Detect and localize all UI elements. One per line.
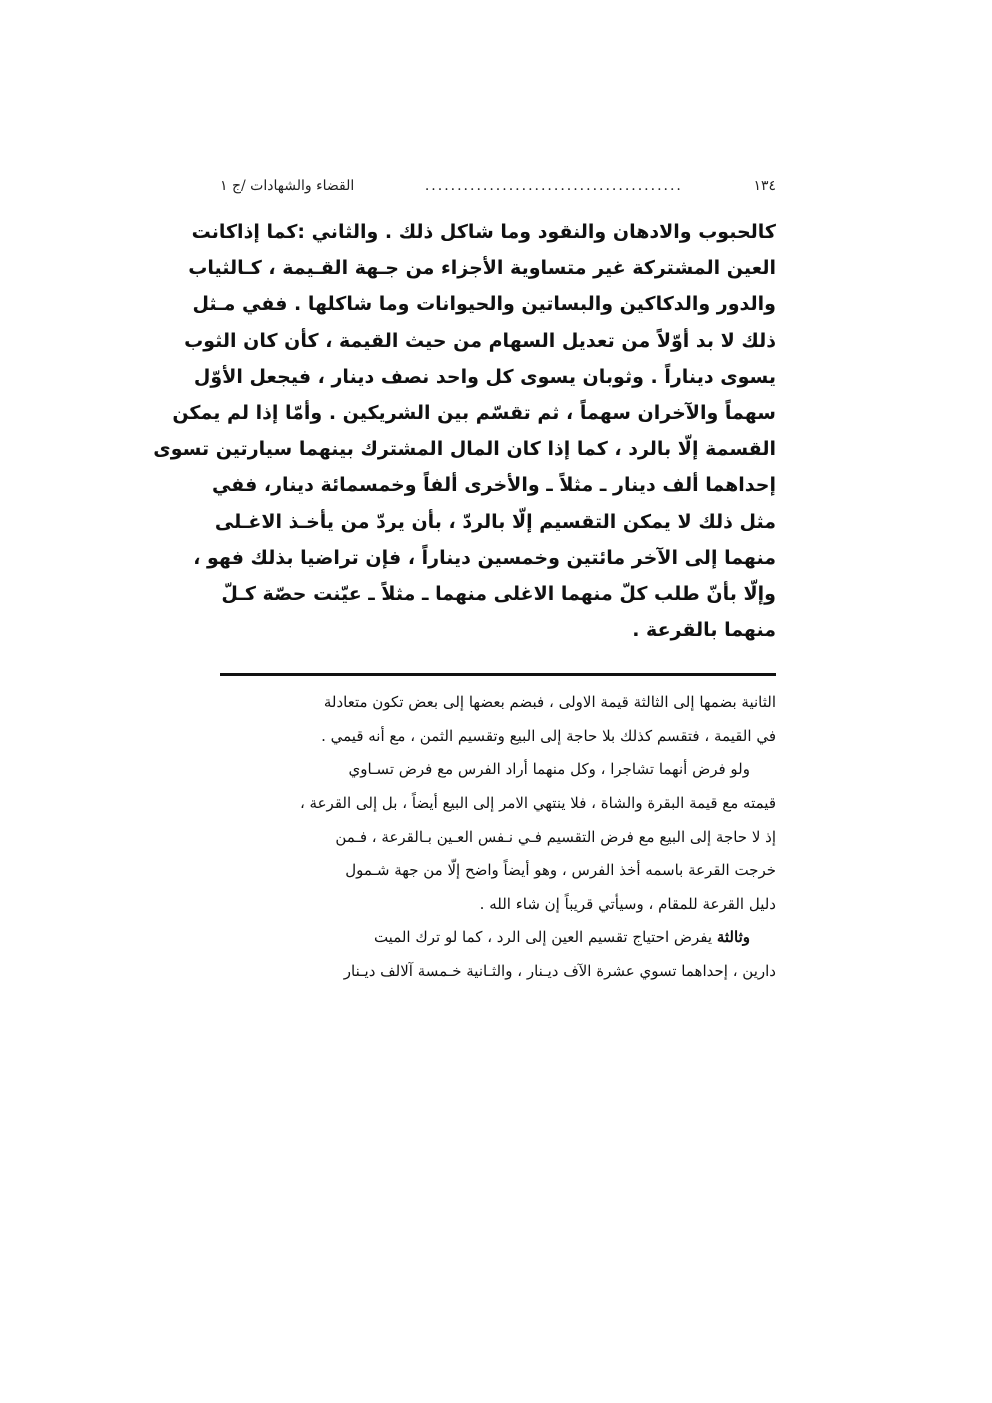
main-text-line: وإلّا بأنّ طلب كلّ منهما الاغلى منهما ـ مثلاً ـ عيّنت حصّة كـلّ: [221, 582, 776, 605]
header-leader-dots: ........................................: [424, 178, 683, 194]
main-text-line: مثل ذلك لا يمكن التقسيم إلّا بالردّ ، بأن يردّ من يأخـذ الاغـلى: [214, 510, 776, 533]
footnote-line: قيمته مع قيمة البقرة والشاة ، فلا ينتهي الامر إلى البيع أيضاً ، بل إلى القرعة ،: [299, 794, 776, 813]
main-text-line: كالحبوب والادهان والنقود وما شاكل ذلك . والثاني :كما إذاكانت: [191, 221, 776, 243]
main-text-line: يسوى ديناراً . وثوبان يسوى كل واحد نصف دينار ، فيجعل الأوّل: [193, 365, 776, 388]
main-text-line: القسمة إلّا بالرد ، كما إذا كان المال المشترك بينهما سيارتين تسوى: [153, 438, 776, 461]
footnote-line: في القيمة ، فتقسم كذلك بلا حاجة إلى البيع وتقسيم الثمن ، مع أنه قيمي .: [321, 726, 776, 745]
footnote-line: [220, 921, 776, 955]
footnote-line: دليل القرعة للمقام ، وسيأتي قريباً إن شاء الله .: [479, 894, 776, 913]
footnote-line: خرجت القرعة باسمه أخذ الفرس ، وهو أيضاً واضح إلّا من جهة شـمول: [345, 861, 776, 880]
main-text-line: إحداهما ألف دينار ـ مثلاً ـ والأخرى ألفاً وخمسمائة دينار، ففي: [211, 474, 776, 497]
main-text-block: [153, 214, 776, 648]
footnote-line-rest: يفرض احتياج تقسيم العين إلى الرد ، كما لو ترك الميت: [373, 928, 713, 947]
footnote-line: ولو فرض أنهما تشاجرا ، وكل منهما أراد الفرس مع فرض تسـاوي: [348, 760, 750, 779]
footnote-line: دارين ، إحداهما تسوي عشرة الآف ديـنار ، والثـانية خـمسة آلالف ديـنار: [343, 962, 776, 980]
main-text-line: ذلك لا بد أوّلاً من تعديل السهام من حيث القيمة ، كأن كان الثوب: [184, 329, 776, 352]
page-number: ١٣٤: [753, 178, 776, 194]
book-title: القضاء والشهادات /ج ١: [220, 178, 355, 194]
footnote-line: الثانية بضمها إلى الثالثة قيمة الاولى ، فبضم بعضها إلى بعض تكون متعادلة: [323, 693, 776, 712]
main-text-line: العين المشتركة غير متساوية الأجزاء من جـهة القـيمة ، كـالثياب: [188, 257, 776, 280]
book-page: [153, 176, 776, 989]
main-text-line: سهماً والآخران سهماً ، ثم تقسّم بين الشريكين . وأمّا إذا لم يمكن: [172, 401, 776, 424]
running-header: [220, 176, 776, 196]
footnotes-block: [220, 686, 776, 988]
main-text-line: منهما إلى الآخر مائتين وخمسين ديناراً ، فإن تراضيا بذلك فهو ،: [193, 546, 776, 569]
main-text-line: منهما بالقرعة .: [632, 619, 776, 642]
footnote-lead-word: وثالثة: [716, 928, 750, 947]
footnote-separator: [220, 673, 776, 676]
footnote-line: إذ لا حاجة إلى البيع مع فرض التقسيم فـي نـفس العـين بـالقرعة ، فـمن: [335, 827, 776, 846]
main-text-line: والدور والدكاكين والبساتين والحيوانات وما شاكلها . ففي مـثل: [192, 293, 776, 316]
